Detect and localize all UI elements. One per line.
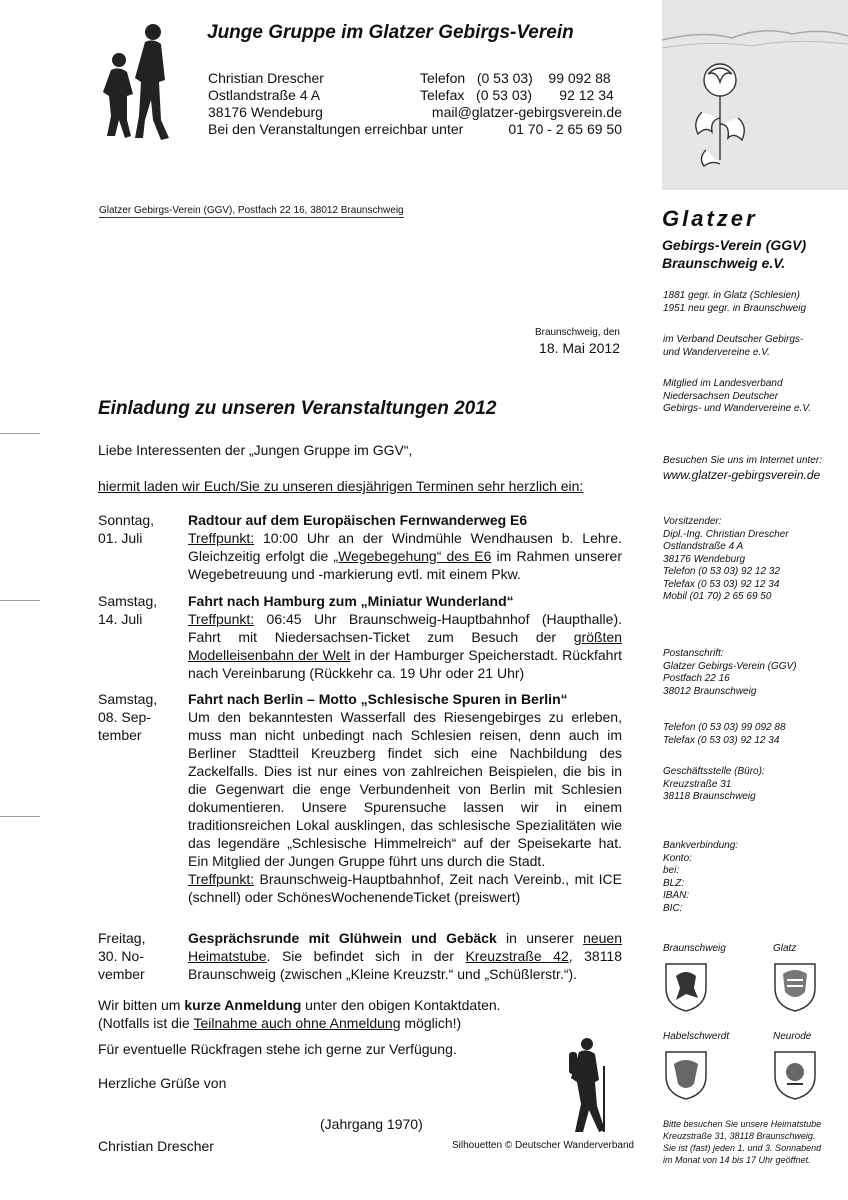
habelschwerdt-crest-icon	[664, 1050, 708, 1100]
braunschweig-crest-icon	[664, 962, 708, 1012]
sidebar-member: Mitglied im Landesverband Niedersachsen Deutscher Gebirgs- und Wandervereine e.V.	[663, 378, 812, 414]
hikers-silhouette-icon	[95, 20, 175, 142]
contact-left: 38176 Wendeburg	[208, 104, 323, 120]
hiker-silhouette-icon	[565, 1036, 617, 1136]
sidebar-title: Glatzer	[662, 206, 758, 231]
event-body: Fahrt nach Berlin – Motto „Schlesische Spuren in Berlin“ Um den bekanntesten Wasserfall des Riesengebirges zu erleben, muss man nicht unbedingt nach Schlesien reisen, denn auch im Berliner Stadtteil Kreuzberg findet sich eine Nachbildung des Zackelfalls. Dies ist nur eines von zahlreichen Beispielen, die bis in die Gegenwart die enge Verbundenheit von Berlin mit Schlesien dokumentieren. Unsere Spurensuche lassen wir in einem traditionsreichen Lokal ausklingen, das schlesische Spezialitäten wie das legendäre „Schlesische Himmelreich“ auf der Speisekarte hat. Ein Mitglied der Jungen Gruppe führt uns durch die Stadt. Treffpunkt: Braunschweig-Hauptbahnhof, Zeit nach Vereinb., mit ICE (schnell) oder SchönesWochenendeTicket (preiswert)	[188, 691, 622, 905]
event-link: „Wegebegehung“ des E6	[333, 548, 492, 564]
sidebar-emblem	[662, 0, 848, 190]
fold-mark	[0, 433, 40, 434]
sidebar-subtitle: Gebirgs-Verein (GGV) Braunschweig e.V.	[662, 237, 807, 271]
glatz-crest-icon	[773, 962, 817, 1012]
contact-left: Christian Drescher	[208, 70, 324, 86]
sidebar-chair: Vorsitzender: Dipl.-Ing. Christian Drescher Ostlandstraße 4 A 38176 Wendeburg Telefon (0 53 03) 92 12 32 Telefax (0 53 03) 92 12 34 Mobil (01 70) 2 65 69 50	[663, 516, 789, 602]
event-date: Freitag, 30. No- vember	[98, 930, 146, 982]
event-link: Kreuzstraße 42	[465, 948, 569, 964]
sidebar-visit: Besuchen Sie uns im Internet unter:	[663, 455, 822, 466]
neurode-crest-icon	[773, 1050, 817, 1100]
contact-right: Telefax (0 53 03) 92 12 34	[420, 87, 614, 103]
letter-place: Braunschweig, den	[534, 327, 620, 338]
intro-line: hiermit laden wir Euch/Sie zu unseren diesjährigen Terminen sehr herzlich ein:	[98, 478, 584, 494]
meet-label: Treffpunkt:	[188, 530, 255, 546]
contact-mobile: 01 70 - 2 65 69 50	[508, 121, 622, 137]
event-date: Samstag, 08. Sep- tember	[98, 691, 158, 743]
event-body: Fahrt nach Hamburg zum „Miniatur Wunderland“ Treffpunkt: 06:45 Uhr Braunschweig-Hauptbahnhof (Haupthalle). Fahrt mit Niedersachsen-Ticket zum Besuch der größten Modelleisenbahn der Welt in der Hamburger Speicherstadt. Rückfahrt nach Vereinbarung (Rückkehr ca. 19 Uhr oder 21 Uhr)	[188, 593, 622, 681]
letter-heading: Einladung zu unseren Veranstaltungen 2012	[98, 398, 497, 419]
meet-label: Treffpunkt:	[188, 611, 255, 627]
signer-name: Christian Drescher	[98, 1138, 214, 1154]
sidebar-bank: Bankverbindung: Konto: bei: BLZ: IBAN: BIC:	[663, 840, 739, 914]
closing-line-1: Wir bitten um kurze Anmeldung unter den obigen Kontaktdaten.	[98, 997, 501, 1013]
sidebar-founded: 1881 gegr. in Glatz (Schlesien) 1951 neu gegr. in Braunschweig	[663, 290, 807, 314]
contact-left: Bei den Veranstaltungen erreichbar unter	[208, 121, 464, 137]
sidebar-post: Postanschrift: Glatzer Gebirgs-Verein (GGV) Postfach 22 16 38012 Braunschweig	[663, 648, 797, 697]
sidebar-verband: im Verband Deutscher Gebirgs- und Wandervereine e.V.	[663, 334, 804, 358]
crest-label: Glatz	[773, 943, 797, 954]
crest-label: Braunschweig	[663, 943, 726, 954]
year-note: (Jahrgang 1970)	[320, 1116, 423, 1132]
salutation: Liebe Interessenten der „Jungen Gruppe im GGV“,	[98, 442, 413, 458]
event-title: Gesprächsrunde mit Glühwein und Gebäck	[188, 930, 497, 946]
event-link: größten Modelleisenbahn der Welt	[188, 629, 622, 663]
event-body: Gesprächsrunde mit Glühwein und Gebäck in unserer neuen Heimatstube. Sie befindet sich in der Kreuzstraße 42, 38118 Braunschweig (zwischen „Kleine Kreuzstr.“ und „Schüßlerstr.“).	[188, 930, 623, 982]
silhouette-credit: Silhouetten © Deutscher Wanderverband	[452, 1140, 635, 1151]
sidebar-website[interactable]: www.glatzer-gebirgsverein.de	[663, 468, 821, 482]
sidebar-office: Geschäftsstelle (Büro): Kreuzstraße 31 38118 Braunschweig	[663, 766, 765, 802]
event-date: Samstag, 14. Juli	[98, 593, 158, 627]
contact-left: Ostlandstraße 4 A	[208, 87, 321, 103]
letterhead-title: Junge Gruppe im Glatzer Gebirgs-Verein	[207, 22, 574, 43]
meet-label: Treffpunkt:	[188, 871, 255, 887]
event-title: Fahrt nach Berlin – Motto „Schlesische Spuren in Berlin“	[188, 691, 568, 707]
contact-block	[208, 70, 622, 138]
event-link: neuen Heimatstube	[188, 930, 622, 964]
event-title: Fahrt nach Hamburg zum „Miniatur Wunderland“	[188, 593, 514, 609]
fold-mark	[0, 816, 40, 817]
crest-label: Neurode	[773, 1031, 812, 1042]
greeting: Herzliche Grüße von	[98, 1075, 227, 1091]
letter-date: 18. Mai 2012	[539, 340, 620, 356]
fold-mark	[0, 600, 40, 601]
event-date: Sonntag, 01. Juli	[98, 512, 155, 546]
event-body: Radtour auf dem Europäischen Fernwanderweg E6 Treffpunkt: 10:00 Uhr an der Windmühle Wendhausen b. Lehre. Gleichzeitig erfolgt die „Wegebegehung“ des E6 im Rahmen unserer Wegebetreuung und -markierung evtl. mit einem Pkw.	[188, 512, 622, 582]
contact-email[interactable]: mail@glatzer-gebirgsverein.de	[431, 104, 622, 120]
crest-label: Habelschwerdt	[663, 1031, 730, 1042]
closing-line-3: Für eventuelle Rückfragen stehe ich gerne zur Verfügung.	[98, 1041, 457, 1057]
sidebar-phones: Telefon (0 53 03) 99 092 88 Telefax (0 53 03) 92 12 34	[663, 722, 786, 746]
return-address: Glatzer Gebirgs-Verein (GGV), Postfach 22 16, 38012 Braunschweig	[99, 205, 404, 216]
event-title: Radtour auf dem Europäischen Fernwanderweg E6	[188, 512, 528, 528]
rose-emblem-icon	[662, 0, 848, 190]
sidebar-note: Bitte besuchen Sie unsere Heimatstube Kreuzstraße 31, 38118 Braunschweig. Sie ist (fast) jeden 1. und 3. Sonnabend im Monat von 14 bis 17 Uhr geöffnet.	[663, 1119, 822, 1165]
contact-right: Telefon (0 53 03) 99 092 88	[420, 70, 611, 86]
closing-line-2: (Notfalls ist die Teilnahme auch ohne Anmeldung möglich!)	[98, 1015, 462, 1031]
